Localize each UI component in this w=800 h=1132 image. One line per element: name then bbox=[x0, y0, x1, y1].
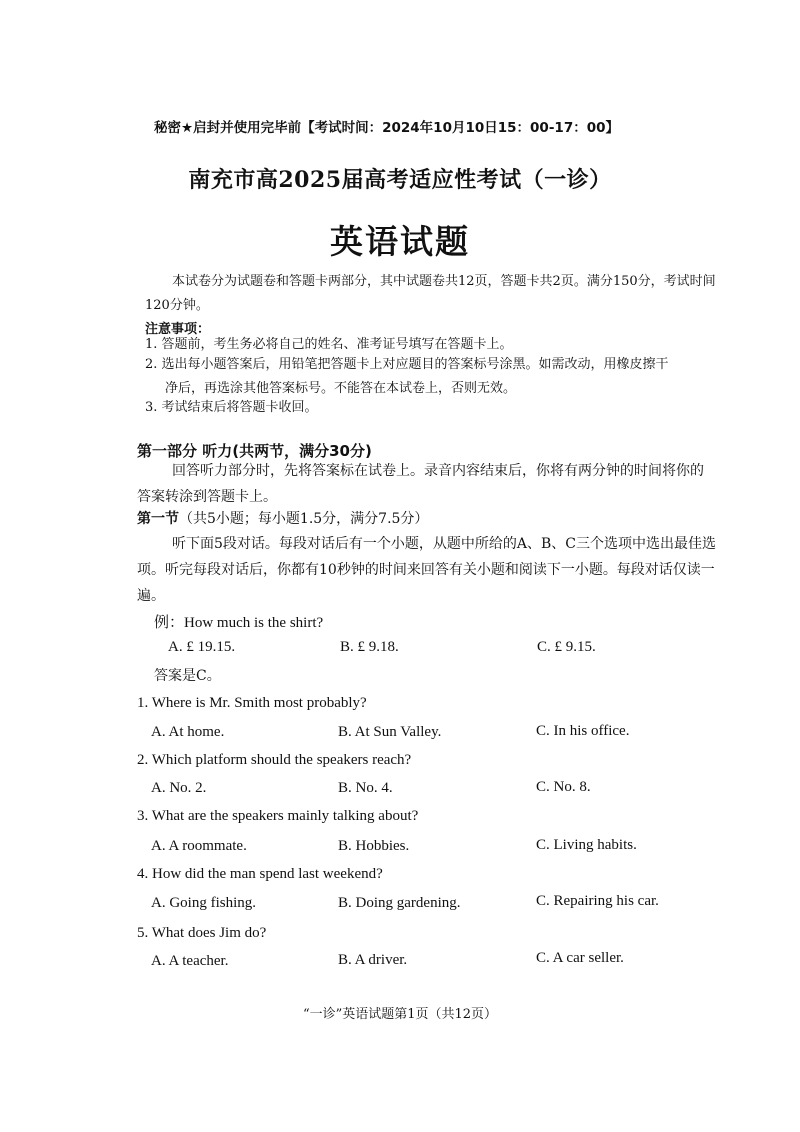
page-footer: “一诊”英语试题第1页（共12页） bbox=[302, 1007, 498, 1022]
question-1-option-c: C. In his office. bbox=[536, 723, 630, 739]
note-item-2 bbox=[145, 353, 720, 401]
question-4-option-b: B. Doing gardening. bbox=[338, 895, 461, 911]
question-5-option-a: A. A teacher. bbox=[151, 953, 229, 969]
section1-description: 听下面5段对话。每段对话后有一个小题，从题中所给的A、B、C三个选项中选出最佳选项。听完每段对话后，你都有10秒钟的时间来回答有关小题和阅读下一小题。每段对话仅读一遍。 bbox=[137, 536, 717, 604]
question-2-option-c: C. No. 8. bbox=[536, 779, 591, 795]
question-2-option-b: B. No. 4. bbox=[338, 780, 393, 796]
section1-heading bbox=[137, 508, 428, 528]
question-4-option-c: C. Repairing his car. bbox=[536, 893, 659, 909]
question-3-option-b: B. Hobbies. bbox=[338, 838, 410, 854]
section1-label: 第一节 bbox=[137, 511, 179, 527]
note-item-3: 3. 考试结束后将答题卡收回。 bbox=[145, 400, 318, 415]
question-5: 5. What does Jim do? bbox=[137, 925, 267, 941]
part1-description: 回答听力部分时，先将答案标在试卷上。录音内容结束后，你将有两分钟的时间将你的答案转涂到答题卡上。 bbox=[137, 463, 704, 505]
question-5-option-c: C. A car seller. bbox=[536, 950, 624, 966]
question-4: 4. How did the man spend last weekend? bbox=[137, 866, 383, 882]
subject-title: 英语试题 bbox=[330, 222, 470, 261]
question-1: 1. Where is Mr. Smith most probably? bbox=[137, 695, 367, 711]
note-item-2-line2: 净后，再选涂其他答案标号。不能答在本试卷上，否则无效。 bbox=[165, 381, 517, 396]
note-item-2-line1: 2. 选出每小题答案后，用铅笔把答题卡上对应题目的答案标号涂黑。如需改动，用橡皮擦干 bbox=[145, 357, 669, 372]
exam-title: 南充市高2025届高考适应性考试（一诊） bbox=[188, 167, 612, 193]
exam-intro: 本试卷分为试题卷和答题卡两部分，其中试题卷共12页，答题卡共2页。满分150分，考试时间120分钟。 bbox=[145, 274, 716, 313]
example-option-b: B. £ 9.18. bbox=[340, 639, 399, 655]
question-1-option-b: B. At Sun Valley. bbox=[338, 724, 442, 740]
question-3: 3. What are the speakers mainly talking about? bbox=[137, 808, 419, 824]
part1-heading: 第一部分 听力(共两节，满分30分) bbox=[137, 442, 372, 460]
example-option-a: A. £ 19.15. bbox=[168, 639, 236, 655]
notes-heading: 注意事项： bbox=[145, 322, 211, 337]
confidential-notice: 秘密★启封并使用完毕前【考试时间：2024年10月10日15：00-17：00】 bbox=[154, 120, 619, 136]
question-2-option-a: A. No. 2. bbox=[151, 780, 207, 796]
section1-score-info: （共5小题；每小题1.5分，满分7.5分） bbox=[179, 511, 429, 527]
question-3-option-c: C. Living habits. bbox=[536, 837, 637, 853]
example-question: 例：How much is the shirt? bbox=[154, 615, 324, 631]
question-5-option-b: B. A driver. bbox=[338, 952, 408, 968]
question-2: 2. Which platform should the speakers reach? bbox=[137, 752, 412, 768]
note-item-1: 1. 答题前，考生务必将自己的姓名、准考证号填写在答题卡上。 bbox=[145, 337, 513, 352]
example-option-c: C. £ 9.15. bbox=[537, 639, 596, 655]
example-answer: 答案是C。 bbox=[154, 668, 221, 684]
question-3-option-a: A. A roommate. bbox=[151, 838, 247, 854]
question-1-option-a: A. At home. bbox=[151, 724, 225, 740]
question-4-option-a: A. Going fishing. bbox=[151, 895, 256, 911]
